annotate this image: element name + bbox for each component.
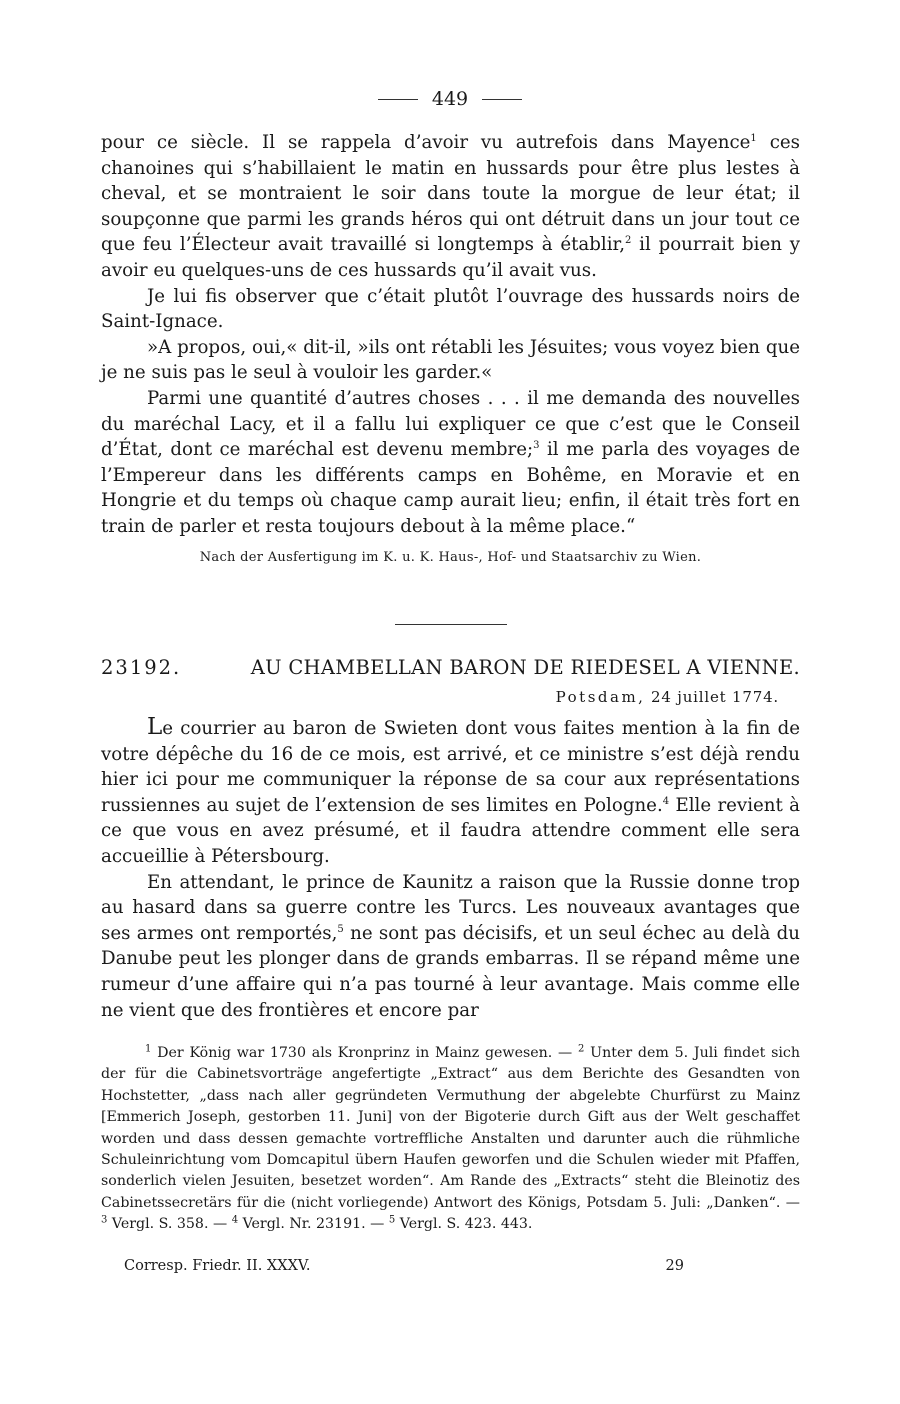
footnote-mark: 2 xyxy=(625,235,632,247)
paragraph: Je lui fis observer que c’était plutôt l’ouvrage des hussards noirs de Saint-Ignace. xyxy=(101,285,800,333)
letter-title: AU CHAMBELLAN BARON DE RIEDESEL A VIENNE. xyxy=(250,656,800,679)
letter-heading xyxy=(101,656,800,679)
initial-letter: L xyxy=(147,714,163,740)
paragraph: Le courrier au baron de Swieten dont vous faites mention à la fin de votre dépêche du 16 de ce mois, est arrivé, et ce ministre s’est déjà rendu hier ici pour me communiquer la réponse de sa cour aux représentations russiennes au sujet de l’extension de ses limites en Pologne.$^4$ Elle revient à ce que vous en avez présumé, et il faudra attendre comment elle sera accueillie à Pétersbourg. xyxy=(101,714,800,867)
section-divider xyxy=(395,624,507,625)
paragraph: Parmi une quantité d’autres choses . . . il me demanda des nouvelles du maréchal Lacy, et il a fallu lui expliquer ce que c’est que le Conseil d’État, dont ce maréchal est devenu membre;$^3$ il me parla des voyages de l’Empereur dans les différents camps en Bohême, en Moravie et en Hongrie et du temps où chaque camp aurait lieu; enfin, il était très fort en train de parler et resta toujours debout à la même place.“ xyxy=(101,387,800,537)
footnote-mark: 3 xyxy=(533,440,540,452)
paragraph: »A propos, oui,« dit-il, »ils ont rétabli les Jésuites; vous voyez bien que je ne suis pas le seul à vouloir les garder.« xyxy=(101,336,800,384)
signature-number: 29 xyxy=(665,1258,684,1274)
dateline-date: 24 juillet 1774. xyxy=(651,688,779,706)
signature-line: Corresp. Friedr. II. XXXV. xyxy=(124,1258,311,1274)
paragraph: pour ce siècle. Il se rappela d’avoir vu autrefois dans Mayence$^1$ ces chanoines qui s’habillaient le matin en hussards pour être plus lestes à cheval, et se montraient le soir dans toute la morgue de leur état; il soupçonne que parmi les grands héros qui ont détruit dans un jour tout ce que feu l’Électeur avait travaillé si longtemps à établir,$^2$ il pourrait bien y avoir eu quelques-uns de ces hussards qu’il avait vus. xyxy=(101,132,800,281)
archive-source-note: Nach der Ausfertigung im K. u. K. Haus-, Hof- und Staatsarchiv zu Wien. xyxy=(199,549,702,565)
page-footer xyxy=(124,1258,684,1274)
footnotes xyxy=(101,1043,800,1236)
header-rule-left xyxy=(378,99,418,100)
page-header xyxy=(0,88,900,110)
dateline-place: Potsdam, xyxy=(555,688,646,706)
header-rule-right xyxy=(482,99,522,100)
letter-body xyxy=(101,715,800,1023)
footnote-text: $^1$ Der König war 1730 als Kronprinz in Mainz gewesen. — $^2$ Unter dem 5. Juli findet sich der für die Cabinetsvorträge angefertigte „Extract“ aus dem Berichte des Gesandten von Hochstetter, „dass nach aller gegründeten Vermuthung der abgelebte Churfürst zu Mainz [Emmerich Joseph, gestorben 11. Juni] von der Bigoterie durch Gift aus der Welt geschaffet worden und dass dessen gemachte vortreffliche Anstalten und darunter auch die rühmliche Schuleinrichtung vom Domcapitul übern Haufen geworfen und die Schulen wieder mit Pfaffen, sonderlich vielen Jesuiten, besetzet worden“. Am Rande des „Extracts“ steht die Bleinotiz des Cabinetssecretärs für die (nicht vorliegende) Antwort des Königs, Potsdam 5. Juli: „Danken“. — $^3$ Vergl. S. 358. — $^4$ Vergl. Nr. 23191. — $^5$ Vergl. S. 423. 443. xyxy=(101,1043,800,1233)
letter-continuation xyxy=(101,130,800,578)
footnote-mark: 4 xyxy=(662,795,670,807)
paragraph: En attendant, le prince de Kaunitz a raison que la Russie donne trop au hasard dans sa guerre contre les Turcs. Les nouveaux avantages que ses armes ont remportés,$^5$ ne sont pas décisifs, et un seul échec au delà du Danube peut les plonger dans de grands embarras. Il se répand même une rumeur d’une affaire qui n’a pas tourné à leur avantage. Mais comme elle ne vient que des frontières et encore par xyxy=(101,871,800,1021)
dateline xyxy=(556,688,779,706)
footnote-mark: 5 xyxy=(337,923,344,935)
footnote-mark: 1 xyxy=(750,132,757,144)
letter-number: 23192. xyxy=(101,656,182,679)
page-number: 449 xyxy=(431,88,469,110)
